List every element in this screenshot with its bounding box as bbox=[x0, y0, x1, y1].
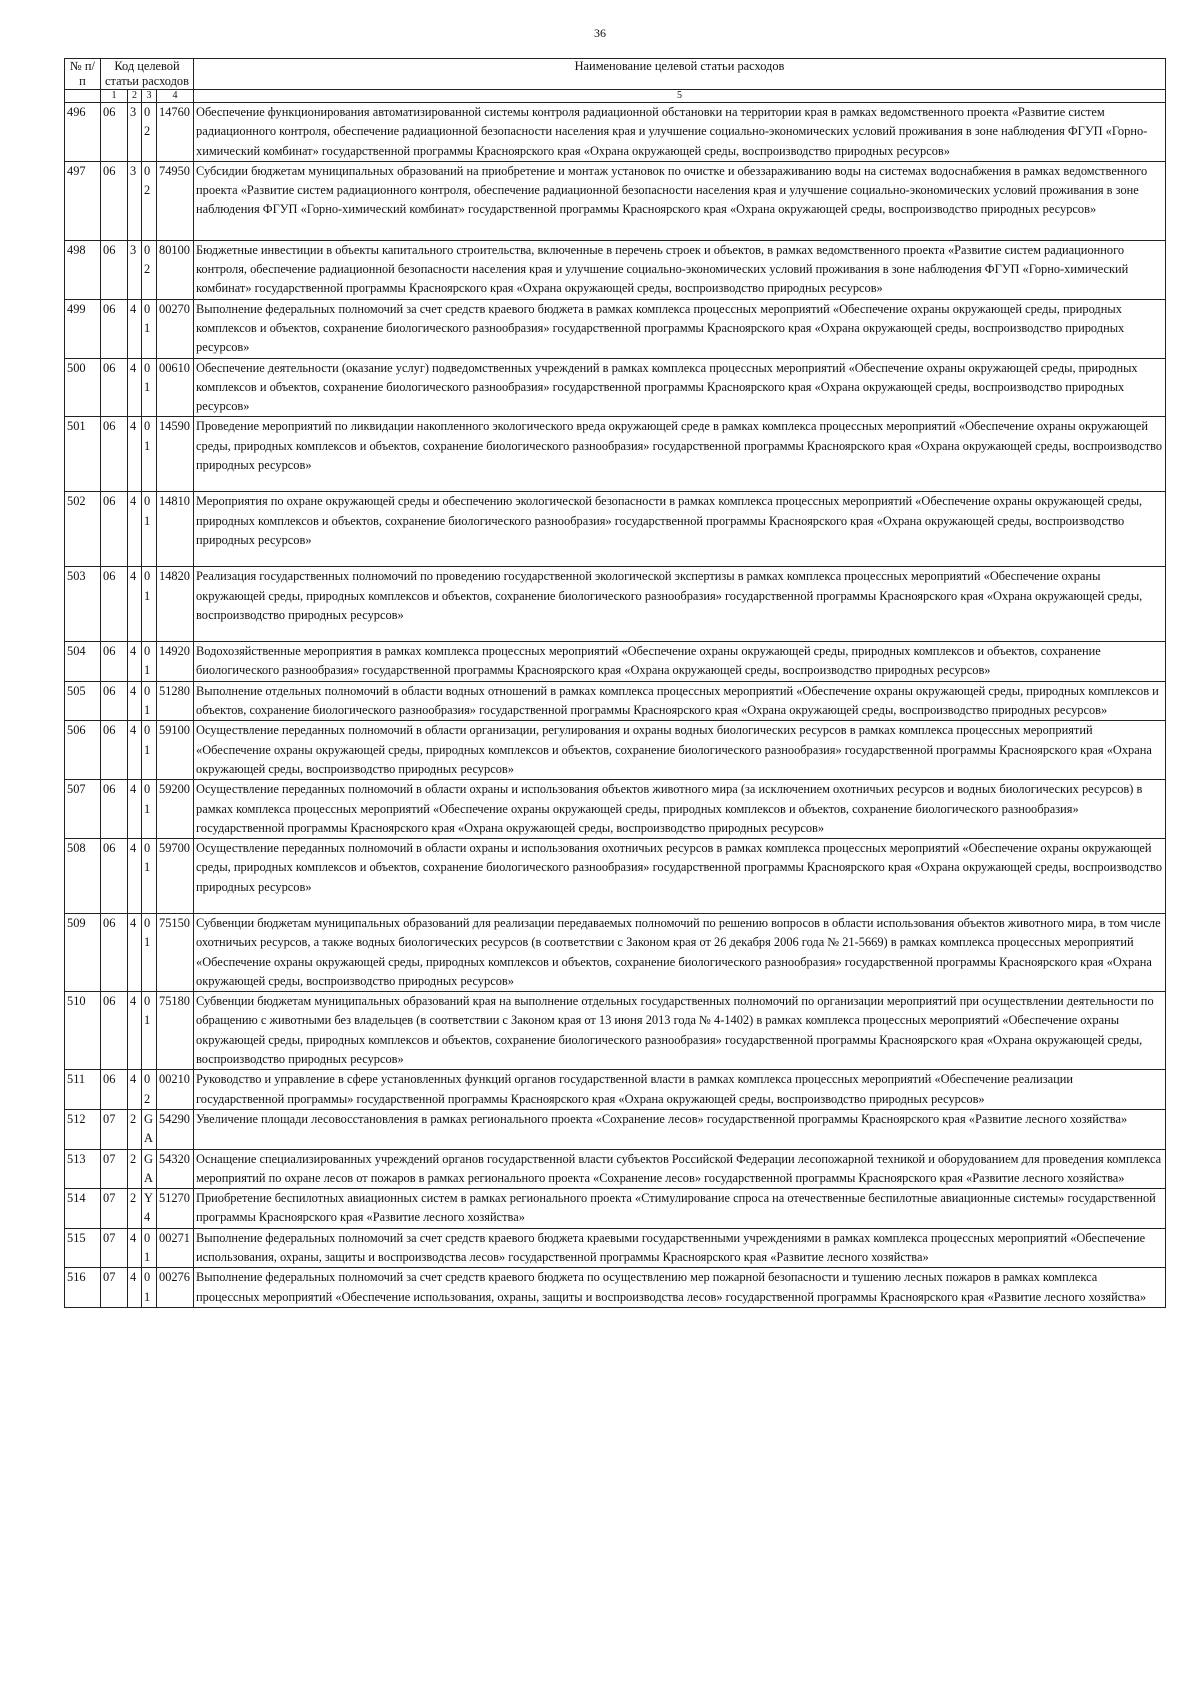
row-number: 499 bbox=[65, 299, 101, 358]
code-program: 06 bbox=[101, 780, 128, 839]
code-event: 01 bbox=[142, 492, 157, 567]
code-subprogram: 2 bbox=[128, 1149, 142, 1189]
row-number: 501 bbox=[65, 417, 101, 492]
table-row bbox=[65, 1070, 1166, 1110]
code-direction: 14820 bbox=[157, 567, 194, 642]
row-name: Выполнение федеральных полномочий за счет средств краевого бюджета в рамках комплекса процессных мероприятий «Обеспечение охраны окружающей среды, природных комплексов и объектов, сохранение биологического разнообразия» государственной программы Красноярского края «Охрана окружающей среды, воспроизводство природных ресурсов» bbox=[194, 299, 1166, 358]
code-subprogram: 2 bbox=[128, 1109, 142, 1149]
code-subprogram: 3 bbox=[128, 161, 142, 240]
code-event: 01 bbox=[142, 721, 157, 780]
table-row bbox=[65, 1149, 1166, 1189]
code-subprogram: 4 bbox=[128, 1268, 142, 1308]
code-subprogram: 4 bbox=[128, 492, 142, 567]
row-name: Обеспечение деятельности (оказание услуг) подведомственных учреждений в рамках комплекса процессных мероприятий «Обеспечение охраны окружающей среды, природных комплексов и объектов, сохранение биологического разнообразия» государственной программы Красноярского края «Охрана окружающей среды, воспроизводство природных ресурсов» bbox=[194, 358, 1166, 417]
code-subprogram: 4 bbox=[128, 681, 142, 721]
code-program: 06 bbox=[101, 567, 128, 642]
row-name: Субсидии бюджетам муниципальных образований на приобретение и монтаж установок по очистке и обеззараживанию воды на системах водоснабжения в рамках ведомственного проекта «Развитие систем радиационного контроля, обеспечение радиационной безопасности населения края и улучшение социально-экономических условий проживания в зоне наблюдения ФГУП «Горно-химический комбинат» государственной программы Красноярского края «Охрана окружающей среды, воспроизводство природных ресурсов» bbox=[194, 161, 1166, 240]
table-row bbox=[65, 839, 1166, 914]
code-program: 06 bbox=[101, 839, 128, 914]
code-event: 01 bbox=[142, 642, 157, 682]
row-name: Выполнение отдельных полномочий в области водных отношений в рамках комплекса процессных мероприятий «Обеспечение охраны окружающей среды, природных комплексов и объектов, сохранение биологического разнообразия» государственной программы Красноярского края «Охрана окружающей среды, воспроизводство природных ресурсов» bbox=[194, 681, 1166, 721]
code-event: 02 bbox=[142, 103, 157, 162]
row-name: Руководство и управление в сфере установленных функций органов государственной власти в рамках комплекса процессных мероприятий «Обеспечение реализации государственной программы» государственной программы Красноярского края «Охрана окружающей среды, воспроизводство природных ресурсов» bbox=[194, 1070, 1166, 1110]
table-body bbox=[65, 103, 1166, 1308]
code-subprogram: 4 bbox=[128, 913, 142, 991]
row-name: Субвенции бюджетам муниципальных образований для реализации передаваемых полномочий по решению вопросов в области использования объектов животного мира, в том числе охотничьих ресурсов, а также водных биологических ресурсов (в соответствии с Законом края от 26 декабря 2006 года № 21-5669) в рамках комплекса процессных мероприятий «Обеспечение охраны окружающей среды, природных комплексов и объектов, сохранение биологического разнообразия» государственной программы Красноярского края «Охрана окружающей среды, воспроизводство природных ресурсов» bbox=[194, 913, 1166, 991]
row-number: 503 bbox=[65, 567, 101, 642]
code-direction: 59700 bbox=[157, 839, 194, 914]
code-direction: 14760 bbox=[157, 103, 194, 162]
row-number: 502 bbox=[65, 492, 101, 567]
code-event: 01 bbox=[142, 681, 157, 721]
num-cell: 1 bbox=[101, 90, 128, 103]
num-cell: 5 bbox=[194, 90, 1166, 103]
row-name: Выполнение федеральных полномочий за счет средств краевого бюджета по осуществлению мер пожарной безопасности и тушению лесных пожаров в рамках комплекса процессных мероприятий «Обеспечение использования, охраны, защиты и воспроизводства лесов» государственной программы Красноярского края «Развитие лесного хозяйства» bbox=[194, 1268, 1166, 1308]
code-subprogram: 4 bbox=[128, 417, 142, 492]
code-event: 02 bbox=[142, 161, 157, 240]
table-row bbox=[65, 780, 1166, 839]
table-row bbox=[65, 1268, 1166, 1308]
table-row bbox=[65, 240, 1166, 299]
num-cell: 3 bbox=[142, 90, 157, 103]
code-subprogram: 4 bbox=[128, 299, 142, 358]
code-event: 01 bbox=[142, 567, 157, 642]
code-subprogram: 4 bbox=[128, 567, 142, 642]
code-event: 01 bbox=[142, 1268, 157, 1308]
code-subprogram: 2 bbox=[128, 1189, 142, 1229]
code-program: 06 bbox=[101, 913, 128, 991]
table-row bbox=[65, 161, 1166, 240]
code-event: 02 bbox=[142, 240, 157, 299]
header-name: Наименование целевой статьи расходов bbox=[194, 59, 1166, 90]
code-program: 06 bbox=[101, 417, 128, 492]
code-program: 06 bbox=[101, 358, 128, 417]
table-row bbox=[65, 492, 1166, 567]
code-event: 02 bbox=[142, 1070, 157, 1110]
row-name: Осуществление переданных полномочий в области организации, регулирования и охраны водных биологических ресурсов в рамках комплекса процессных мероприятий «Обеспечение охраны окружающей среды, природных комплексов и объектов, сохранение биологического разнообразия» государственной программы Красноярского края «Охрана окружающей среды, воспроизводство природных ресурсов» bbox=[194, 721, 1166, 780]
row-name: Осуществление переданных полномочий в области охраны и использования объектов животного мира (за исключением охотничьих ресурсов и водных биологических ресурсов) в рамках комплекса процессных мероприятий «Обеспечение охраны окружающей среды, природных комплексов и объектов, сохранение биологического разнообразия» государственной программы Красноярского края «Охрана окружающей среды, воспроизводство природных ресурсов» bbox=[194, 780, 1166, 839]
code-event: 01 bbox=[142, 992, 157, 1070]
code-subprogram: 3 bbox=[128, 240, 142, 299]
num-cell: 4 bbox=[157, 90, 194, 103]
page-number: 36 bbox=[594, 26, 606, 40]
row-number: 511 bbox=[65, 1070, 101, 1110]
code-program: 06 bbox=[101, 992, 128, 1070]
code-direction: 14810 bbox=[157, 492, 194, 567]
row-number: 508 bbox=[65, 839, 101, 914]
table-row bbox=[65, 417, 1166, 492]
row-number: 498 bbox=[65, 240, 101, 299]
code-program: 06 bbox=[101, 721, 128, 780]
code-direction: 00276 bbox=[157, 1268, 194, 1308]
row-name: Реализация государственных полномочий по проведению государственной экологической экспертизы в рамках комплекса процессных мероприятий «Обеспечение охраны окружающей среды, природных комплексов и объектов, сохранение биологического разнообразия» государственной программы Красноярского края «Охрана окружающей среды, воспроизводство природных ресурсов» bbox=[194, 567, 1166, 642]
code-subprogram: 4 bbox=[128, 780, 142, 839]
code-direction: 51270 bbox=[157, 1189, 194, 1229]
code-direction: 75180 bbox=[157, 992, 194, 1070]
header-code: Код целевой статьи расходов bbox=[101, 59, 194, 90]
code-event: 01 bbox=[142, 839, 157, 914]
table-row bbox=[65, 1109, 1166, 1149]
table-row bbox=[65, 642, 1166, 682]
num-cell: 2 bbox=[128, 90, 142, 103]
num-cell-empty bbox=[65, 90, 101, 103]
row-name: Оснащение специализированных учреждений органов государственной власти субъектов Российской Федерации лесопожарной техникой и оборудованием для проведения комплекса мероприятий по охране лесов от пожаров в рамках регионального проекта «Сохранение лесов» государственной программы Красноярского края «Развитие лесного хозяйства» bbox=[194, 1149, 1166, 1189]
code-event: 01 bbox=[142, 417, 157, 492]
table-row bbox=[65, 103, 1166, 162]
code-event: 01 bbox=[142, 780, 157, 839]
code-direction: 00210 bbox=[157, 1070, 194, 1110]
code-event: Y4 bbox=[142, 1189, 157, 1229]
table-row bbox=[65, 358, 1166, 417]
row-name: Выполнение федеральных полномочий за счет средств краевого бюджета краевыми государственными учреждениями в рамках комплекса процессных мероприятий «Обеспечение использования, охраны, защиты и воспроизводства лесов» государственной программы Красноярского края «Развитие лесного хозяйства» bbox=[194, 1228, 1166, 1268]
target-expense-table bbox=[64, 58, 1166, 1308]
row-number: 515 bbox=[65, 1228, 101, 1268]
code-direction: 59200 bbox=[157, 780, 194, 839]
table-row bbox=[65, 992, 1166, 1070]
row-number: 510 bbox=[65, 992, 101, 1070]
code-program: 07 bbox=[101, 1189, 128, 1229]
table-row bbox=[65, 721, 1166, 780]
code-direction: 75150 bbox=[157, 913, 194, 991]
code-direction: 00270 bbox=[157, 299, 194, 358]
row-number: 509 bbox=[65, 913, 101, 991]
row-number: 513 bbox=[65, 1149, 101, 1189]
code-program: 06 bbox=[101, 642, 128, 682]
code-program: 06 bbox=[101, 1070, 128, 1110]
table-row bbox=[65, 1228, 1166, 1268]
row-number: 516 bbox=[65, 1268, 101, 1308]
row-name: Субвенции бюджетам муниципальных образований края на выполнение отдельных государственных полномочий по организации мероприятий при осуществлении деятельности по обращению с животными без владельцев (в соответствии с Законом края от 13 июня 2013 года № 4-1402) в рамках комплекса процессных мероприятий «Обеспечение охраны окружающей среды, природных комплексов и объектов, сохранение биологического разнообразия» государственной программы Красноярского края «Охрана окружающей среды, воспроизводство природных ресурсов» bbox=[194, 992, 1166, 1070]
code-event: GA bbox=[142, 1149, 157, 1189]
row-number: 496 bbox=[65, 103, 101, 162]
code-direction: 80100 bbox=[157, 240, 194, 299]
code-subprogram: 4 bbox=[128, 642, 142, 682]
table-row bbox=[65, 299, 1166, 358]
header-num: № п/п bbox=[65, 59, 101, 90]
code-subprogram: 4 bbox=[128, 1070, 142, 1110]
table-row bbox=[65, 567, 1166, 642]
row-name: Бюджетные инвестиции в объекты капитального строительства, включенные в перечень строек и объектов, в рамках ведомственного проекта «Развитие систем радиационного контроля, обеспечение радиационной безопасности населения края и улучшение социально-экономических условий проживания в зоне наблюдения ФГУП «Горно-химический комбинат» государственной программы Красноярского края «Охрана окружающей среды, воспроизводство природных ресурсов» bbox=[194, 240, 1166, 299]
row-name: Осуществление переданных полномочий в области охраны и использования охотничьих ресурсов в рамках комплекса процессных мероприятий «Обеспечение охраны окружающей среды, природных комплексов и объектов, сохранение биологического разнообразия» государственной программы Красноярского края «Охрана окружающей среды, воспроизводство природных ресурсов» bbox=[194, 839, 1166, 914]
row-number: 500 bbox=[65, 358, 101, 417]
code-program: 06 bbox=[101, 681, 128, 721]
row-number: 512 bbox=[65, 1109, 101, 1149]
code-program: 06 bbox=[101, 492, 128, 567]
code-direction: 51280 bbox=[157, 681, 194, 721]
code-event: 01 bbox=[142, 358, 157, 417]
code-program: 06 bbox=[101, 240, 128, 299]
code-event: GA bbox=[142, 1109, 157, 1149]
row-number: 506 bbox=[65, 721, 101, 780]
code-program: 07 bbox=[101, 1268, 128, 1308]
code-subprogram: 3 bbox=[128, 103, 142, 162]
row-name: Увеличение площади лесовосстановления в рамках регионального проекта «Сохранение лесов» государственной программы Красноярского края «Развитие лесного хозяйства» bbox=[194, 1109, 1166, 1149]
code-subprogram: 4 bbox=[128, 839, 142, 914]
code-direction: 74950 bbox=[157, 161, 194, 240]
code-subprogram: 4 bbox=[128, 1228, 142, 1268]
code-program: 07 bbox=[101, 1228, 128, 1268]
code-direction: 54320 bbox=[157, 1149, 194, 1189]
row-number: 505 bbox=[65, 681, 101, 721]
code-event: 01 bbox=[142, 913, 157, 991]
row-name: Водохозяйственные мероприятия в рамках комплекса процессных мероприятий «Обеспечение охраны окружающей среды, природных комплексов и объектов, сохранение биологического разнообразия» государственной программы Красноярского края «Охрана окружающей среды, воспроизводство природных ресурсов» bbox=[194, 642, 1166, 682]
code-direction: 54290 bbox=[157, 1109, 194, 1149]
code-direction: 59100 bbox=[157, 721, 194, 780]
row-number: 504 bbox=[65, 642, 101, 682]
code-direction: 00271 bbox=[157, 1228, 194, 1268]
code-program: 06 bbox=[101, 299, 128, 358]
code-direction: 00610 bbox=[157, 358, 194, 417]
row-name: Приобретение беспилотных авиационных систем в рамках регионального проекта «Стимулирование спроса на отечественные беспилотные авиационные системы» государственной программы Красноярского края «Развитие лесного хозяйства» bbox=[194, 1189, 1166, 1229]
code-subprogram: 4 bbox=[128, 992, 142, 1070]
row-number: 514 bbox=[65, 1189, 101, 1229]
table-row bbox=[65, 1189, 1166, 1229]
row-number: 507 bbox=[65, 780, 101, 839]
code-program: 07 bbox=[101, 1149, 128, 1189]
code-subprogram: 4 bbox=[128, 721, 142, 780]
code-program: 06 bbox=[101, 161, 128, 240]
code-program: 07 bbox=[101, 1109, 128, 1149]
code-subprogram: 4 bbox=[128, 358, 142, 417]
code-event: 01 bbox=[142, 1228, 157, 1268]
code-event: 01 bbox=[142, 299, 157, 358]
row-name: Мероприятия по охране окружающей среды и обеспечению экологической безопасности в рамках комплекса процессных мероприятий «Обеспечение охраны окружающей среды, природных комплексов и объектов, сохранение биологического разнообразия» государственной программы Красноярского края «Охрана окружающей среды, воспроизводство природных ресурсов» bbox=[194, 492, 1166, 567]
row-number: 497 bbox=[65, 161, 101, 240]
row-name: Проведение мероприятий по ликвидации накопленного экологического вреда окружающей среде в рамках комплекса процессных мероприятий «Обеспечение охраны окружающей среды, природных комплексов и объектов, сохранение биологического разнообразия» государственной программы Красноярского края «Охрана окружающей среды, воспроизводство природных ресурсов» bbox=[194, 417, 1166, 492]
table-row bbox=[65, 681, 1166, 721]
code-direction: 14590 bbox=[157, 417, 194, 492]
row-name: Обеспечение функционирования автоматизированной системы контроля радиационной обстановки на территории края в рамках ведомственного проекта «Развитие систем радиационного контроля, обеспечение радиационной безопасности населения края и улучшение социально-экономических условий проживания в зоне наблюдения ФГУП «Горно-химический комбинат» государственной программы Красноярского края «Охрана окружающей среды, воспроизводство природных ресурсов» bbox=[194, 103, 1166, 162]
code-direction: 14920 bbox=[157, 642, 194, 682]
code-program: 06 bbox=[101, 103, 128, 162]
table-row bbox=[65, 913, 1166, 991]
